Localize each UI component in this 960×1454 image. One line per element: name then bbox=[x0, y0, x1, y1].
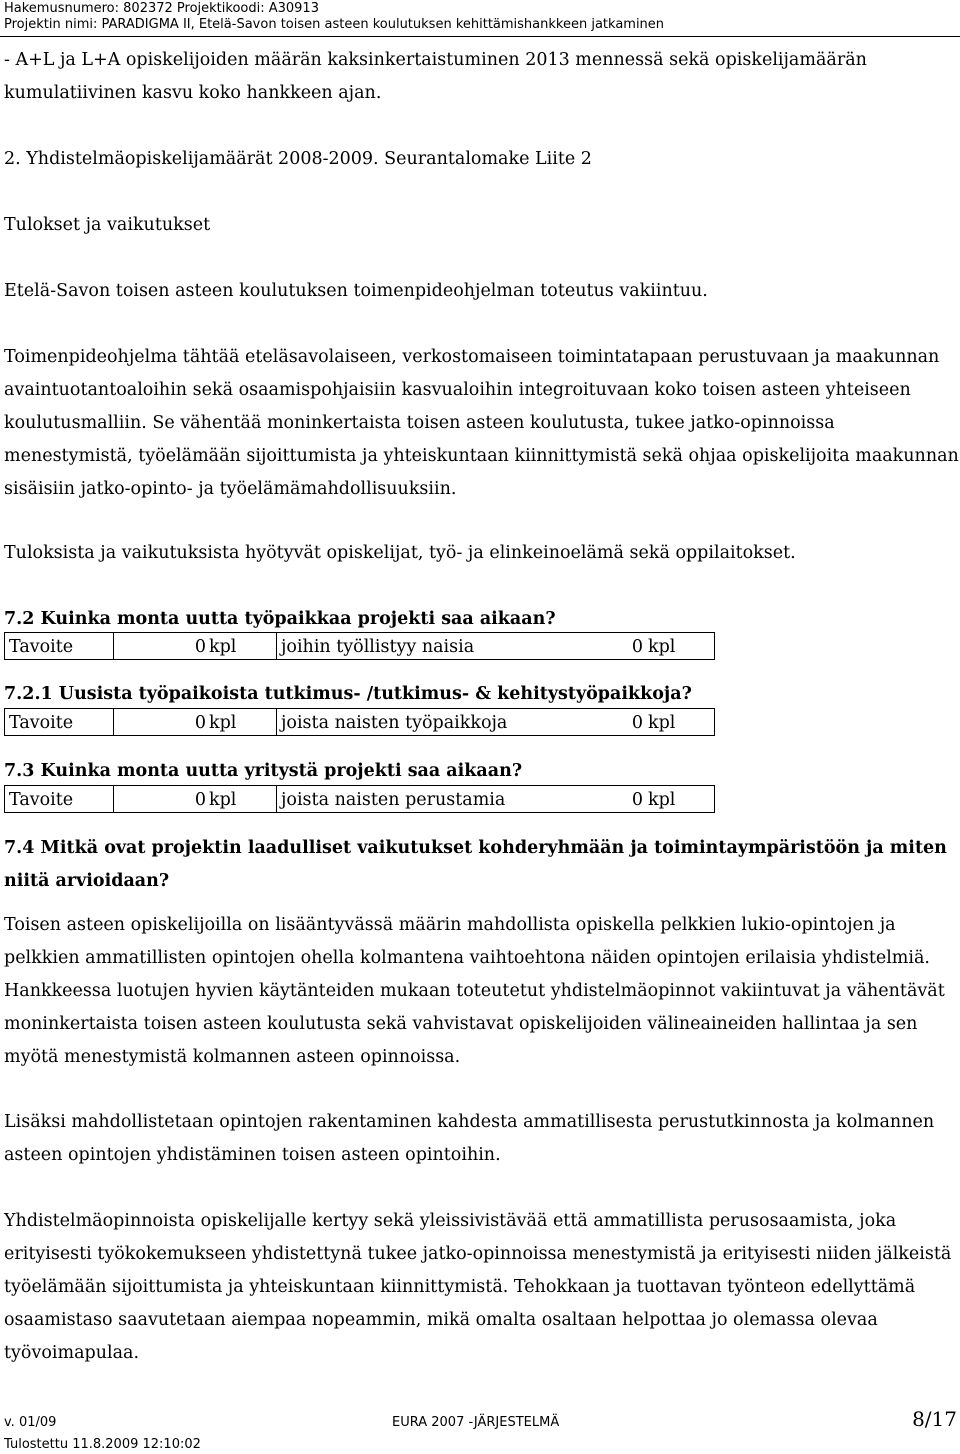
women-label: joista naisten työpaikkoja bbox=[281, 713, 508, 733]
beneficiaries-paragraph: Tuloksista ja vaikutuksista hyötyvät opiskelijat, työ- ja elinkeinoelämä sekä oppilaitokset. bbox=[4, 543, 796, 563]
question-7-3-heading: 7.3 Kuinka monta uutta yritystä projekti saa aikaan? bbox=[4, 761, 523, 781]
footer-version: v. 01/09 bbox=[4, 1415, 57, 1430]
question-7-2-1-heading: 7.2.1 Uusista työpaikoista tutkimus- /tutkimus- & kehitystyöpaikkoja? bbox=[4, 684, 692, 704]
target-value: 0 bbox=[194, 790, 206, 810]
q74-paragraph-1: Toisen asteen opiskelijoilla on lisääntyvässä määrin mahdollista opiskella pelkkien lukio-opintojen ja pelkkien ammatillisten opintojen ohella kolmantena vaihtoehtona näiden opintojen erilaisia yhdistelmiä. Hankkeessa luotujen hyvien käytänteiden mukaan toteutetut yhdistelmäopinnot vakiintuvat ja vähentävät moninkertaista toisen asteen koulutusta sekä vahvistavat opiskelijoiden välineaineiden hallintaa ja sen myötä menestymistä kolmannen asteen opinnoissa. bbox=[4, 915, 945, 1067]
program-paragraph: Toimenpideohjelma tähtää eteläsavolaiseen, verkostomaiseen toimintatapaan perustuvaan ja maakunnan avaintuotantoaloihin sekä osaamispohjaisiin kasvualoihin integroituvaan koko toisen asteen yhteiseen koulutusmalliin. Se vähentää moninkertaista toisen asteen koulutusta, tukee jatko-opinnoissa menestymistä, työelämään sijoittumista ja yhteiskuntaan kiinnittymistä sekä ohjaa opiskelijoita maakunnan sisäisiin jatko-opinto- ja työelämämahdollisuuksiin. bbox=[4, 347, 959, 499]
cell-divider bbox=[276, 709, 277, 735]
cell-divider bbox=[113, 786, 114, 812]
header-application-number: Hakemusnumero: 802372 Projektikoodi: A30913 bbox=[4, 1, 319, 16]
results-heading: Tulokset ja vaikutukset bbox=[4, 215, 211, 235]
women-unit: kpl bbox=[648, 637, 676, 657]
women-label: joista naisten perustamia bbox=[281, 790, 506, 810]
header-divider bbox=[0, 36, 960, 37]
q74-paragraph-3: Yhdistelmäopinnoista opiskelijalle kertyy sekä yleissivistävää että ammatillista perusosaamista, joka erityisesti työkokemukseen yhdistettynä tukee jatko-opinnoissa menestymistä ja erityisesti niiden jälkeistä työelämään sijoittumista ja yhteiskuntaan kiinnittymistä. Tehokkaan ja tuottavan työnteon edellyttämä osaamistaso saavutetaan aiempaa nopeammin, mikä omalta osaltaan helpottaa jo olemassa olevaa työvoimapulaa. bbox=[4, 1211, 952, 1363]
cell-divider bbox=[276, 633, 277, 659]
target-label: Tavoite bbox=[9, 790, 74, 810]
results-statement: Etelä-Savon toisen asteen koulutuksen toimenpideohjelman toteutus vakiintuu. bbox=[4, 281, 708, 301]
header-project-name: Projektin nimi: PARADIGMA II, Etelä-Savon toisen asteen koulutuksen kehittämishankkeen jatkaminen bbox=[4, 17, 665, 32]
question-7-3-table bbox=[4, 785, 715, 813]
women-value: 0 bbox=[631, 713, 643, 733]
question-7-2-heading: 7.2 Kuinka monta uutta työpaikkaa projekti saa aikaan? bbox=[4, 609, 556, 629]
page-number: 8/17 bbox=[912, 1407, 957, 1431]
women-label: joihin työllistyy naisia bbox=[281, 637, 475, 657]
target-label: Tavoite bbox=[9, 713, 74, 733]
item-2-text: 2. Yhdistelmäopiskelijamäärät 2008-2009. Seurantalomake Liite 2 bbox=[4, 149, 592, 169]
target-label: Tavoite bbox=[9, 637, 74, 657]
footer-system: EURA 2007 -JÄRJESTELMÄ bbox=[392, 1415, 560, 1430]
target-value: 0 bbox=[194, 713, 206, 733]
cell-divider bbox=[113, 709, 114, 735]
q74-paragraph-2: Lisäksi mahdollistetaan opintojen rakentaminen kahdesta ammatillisesta perustutkinnosta ja kolmannen asteen opintojen yhdistäminen toisen asteen opintoihin. bbox=[4, 1112, 935, 1165]
cell-divider bbox=[113, 633, 114, 659]
bullet-text: - A+L ja L+A opiskelijoiden määrän kaksinkertaistuminen 2013 mennessä sekä opiskelijamäärän kumulatiivinen kasvu koko hankkeen ajan. bbox=[4, 50, 867, 103]
women-unit: kpl bbox=[648, 790, 676, 810]
target-unit: kpl bbox=[209, 637, 237, 657]
footer-printed: Tulostettu 11.8.2009 12:10:02 bbox=[4, 1437, 201, 1452]
women-value: 0 bbox=[631, 790, 643, 810]
target-unit: kpl bbox=[209, 790, 237, 810]
question-7-2-table bbox=[4, 632, 715, 660]
target-unit: kpl bbox=[209, 713, 237, 733]
women-value: 0 bbox=[631, 637, 643, 657]
target-value: 0 bbox=[194, 637, 206, 657]
women-unit: kpl bbox=[648, 713, 676, 733]
question-7-4-heading: 7.4 Mitkä ovat projektin laadulliset vaikutukset kohderyhmään ja toimintaympäristöön ja miten niitä arvioidaan? bbox=[4, 838, 947, 891]
question-7-2-1-table bbox=[4, 708, 715, 736]
cell-divider bbox=[276, 786, 277, 812]
